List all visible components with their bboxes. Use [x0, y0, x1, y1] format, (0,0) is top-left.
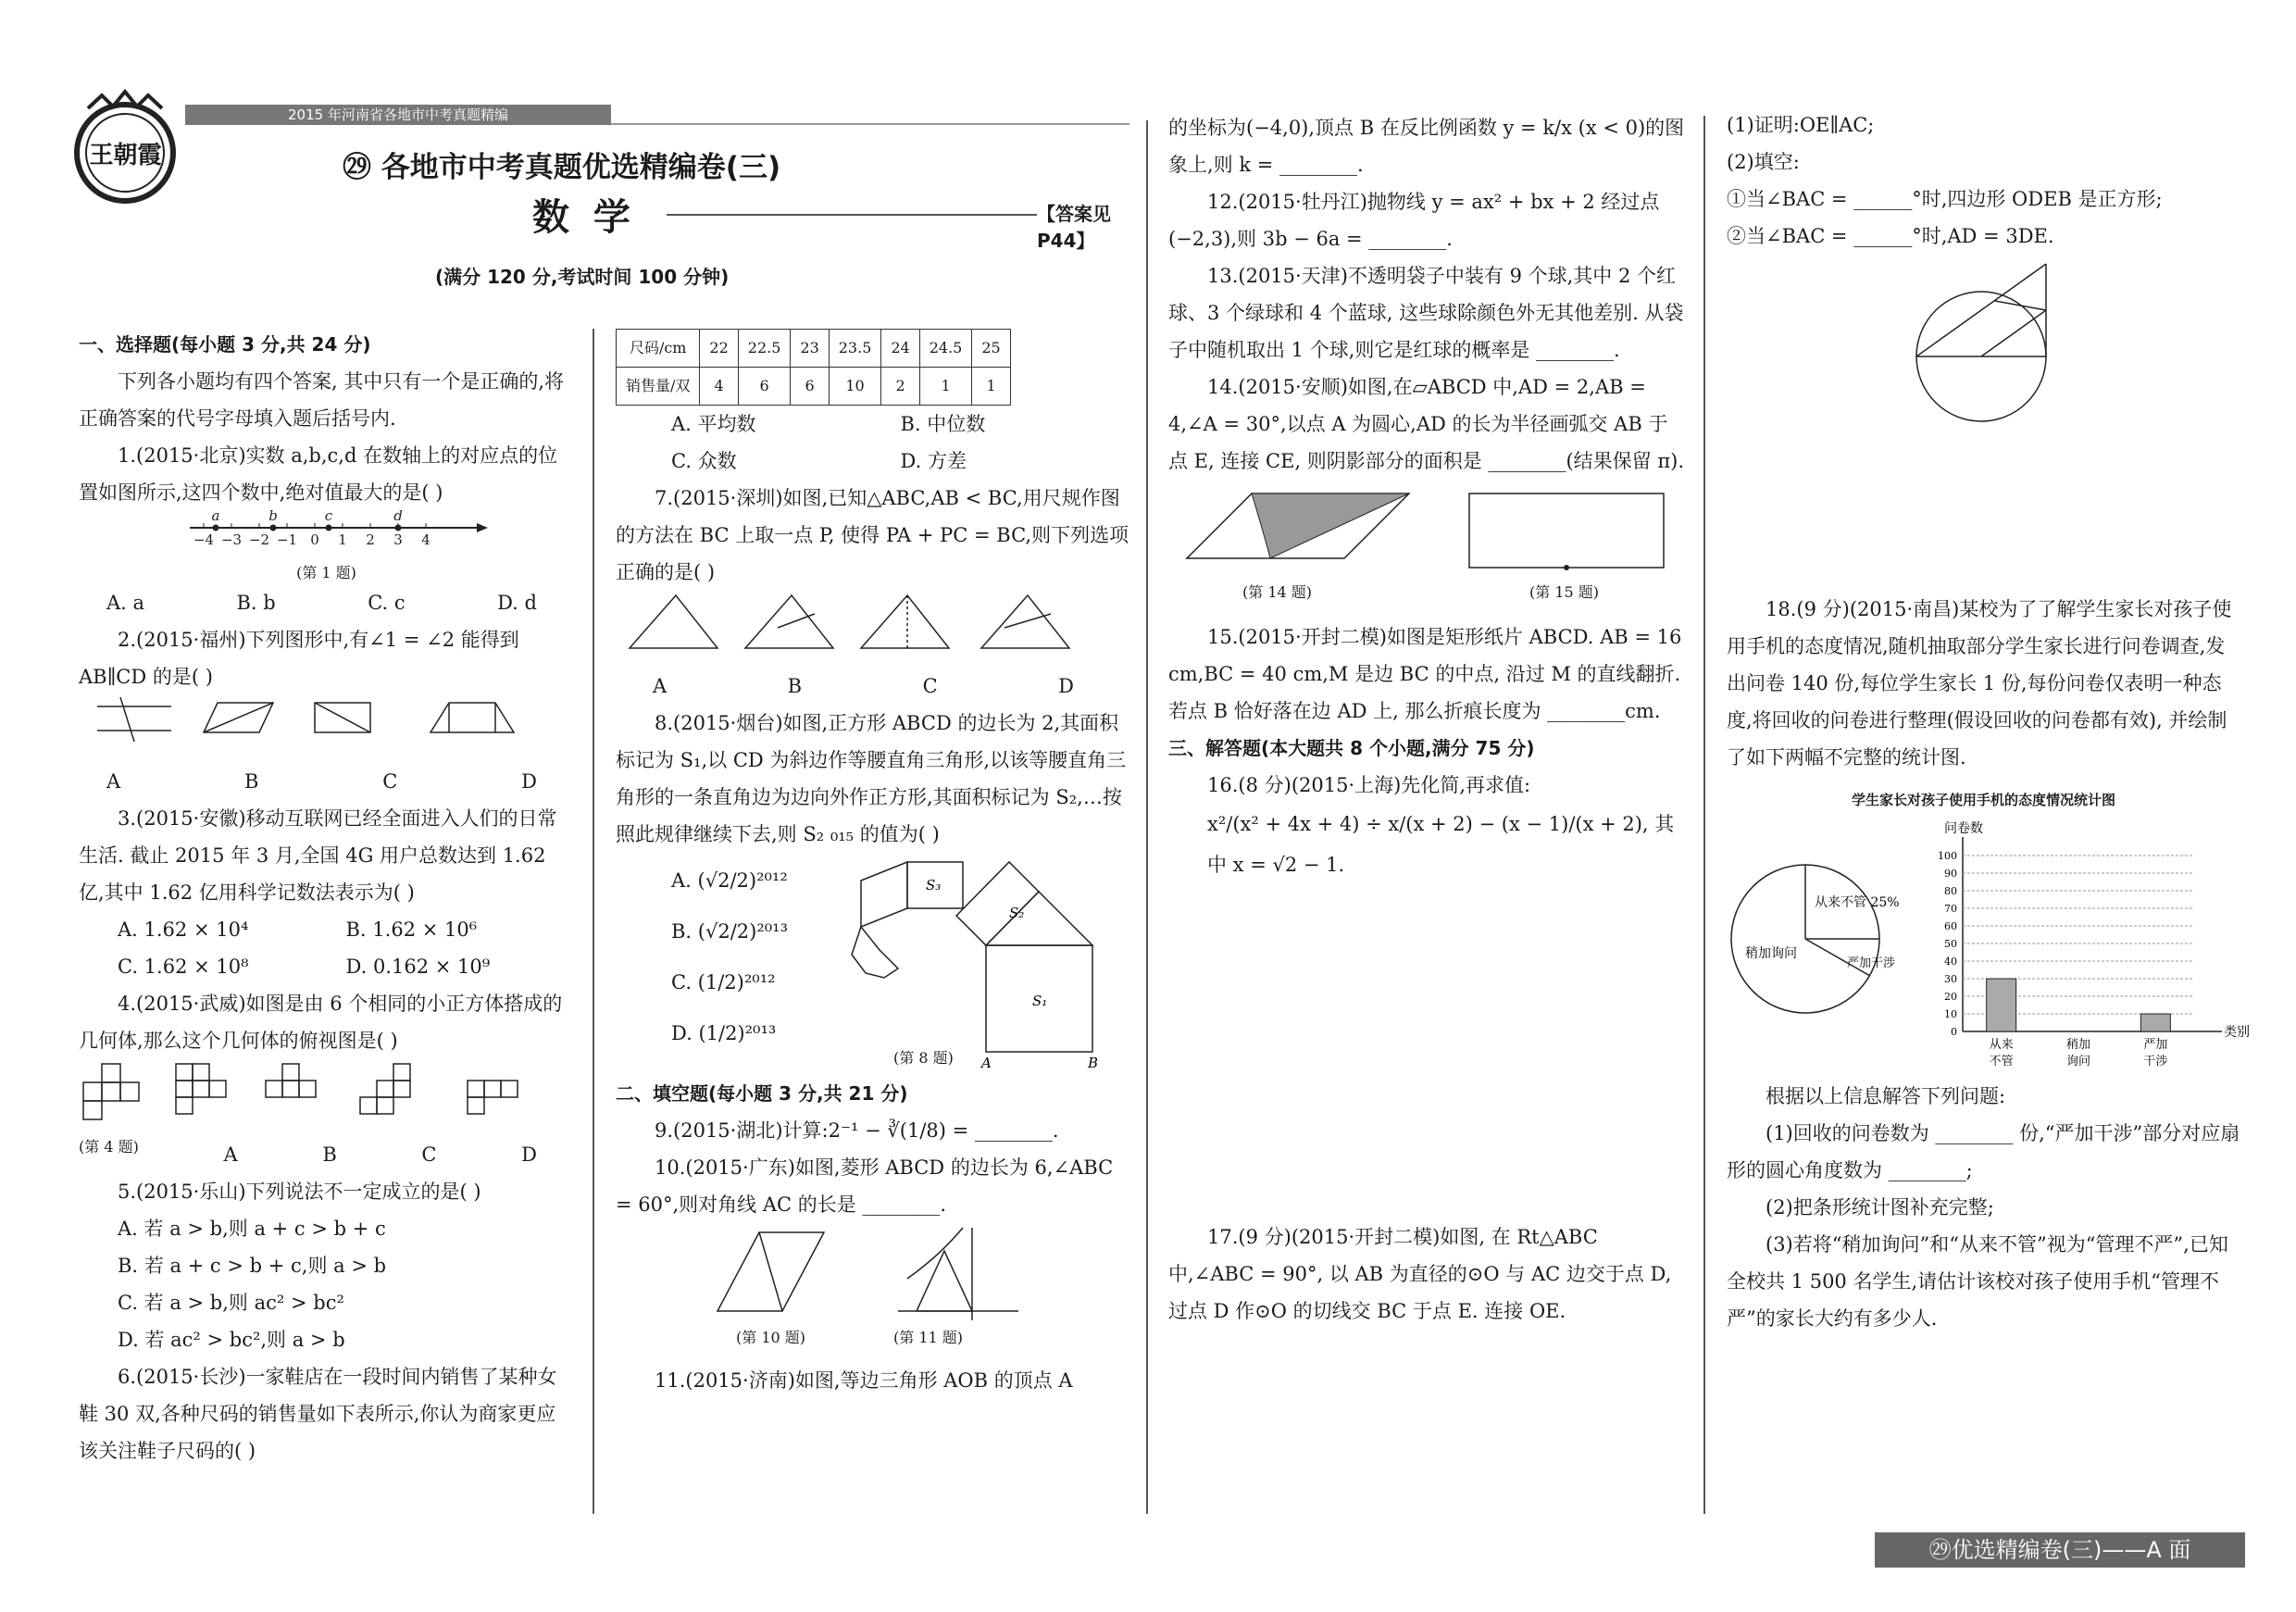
q8-block: [616, 853, 1129, 1075]
q3-option[interactable]: D. 0.162 × 10⁹: [345, 956, 491, 978]
column-3: [1168, 109, 1687, 1330]
q17-figure: [1903, 255, 2069, 440]
question-17: 17.(9 分)(2015·开封二模)如图, 在 Rt△ABC 中,∠ABC = 90°, 以 AB 为直径的⊙O 与 AC 边交于点 D,过点 D 作⊙O 的切线交 BC 于点 E. 连接 OE.: [1168, 1226, 1672, 1322]
exam-info: (满分 120 分,考试时间 100 分钟): [435, 266, 730, 288]
q1-option[interactable]: D. d: [497, 592, 537, 614]
q7-label[interactable]: C: [922, 675, 938, 697]
q7-label[interactable]: B: [787, 675, 803, 697]
q8-option[interactable]: D. (1/2)²⁰¹³: [671, 1022, 777, 1044]
q4-label[interactable]: B: [322, 1143, 337, 1166]
q10-figure: [708, 1223, 847, 1325]
x-tick-label: 询问: [2065, 1055, 2091, 1068]
question-1: 1.(2015·北京)实数 a,b,c,d 在数轴上的对应点的位置如图所示,这四个数中,绝对值最大的是( ): [79, 444, 558, 504]
question-13: 13.(2015·天津)不透明袋子中装有 9 个球,其中 2 个红球、3 个绿球和 4 个蓝球, 这些球除颜色外无其他差别. 从袋子中随机取出 1 个球,则它是红球的概率是 ________.: [1168, 265, 1684, 361]
series-banner: 2015 年河南省各地市中考真题精编: [185, 105, 611, 125]
svg-text:S₃: S₃: [926, 877, 942, 893]
y-tick-label: 10: [1944, 1008, 1957, 1020]
table-cell: 4: [700, 368, 738, 406]
y-axis-label: 问卷数: [1944, 821, 1983, 836]
q18-part1: (1)回收的问卷数为 ________ 份,“严加干涉”部分对应扇形的圆心角度数为 ________;: [1727, 1122, 2240, 1181]
footer-label: ㉙优选精编卷(三)——A 面: [1875, 1532, 2245, 1568]
question-18: 18.(9 分)(2015·南昌)某校为了了解学生家长对孩子使用手机的态度情况,随机抽取部分学生家长进行问卷调查,发出问卷 140 份,每位学生家长 1 份,每份问卷仅表明一种态度,将回收的问卷进行整理(假设回收的问卷都有效), 并绘制了如下两幅不完整的统计图.: [1727, 598, 2232, 769]
question-8: 8.(2015·烟台)如图,正方形 ABCD 的边长为 2,其面积标记为 S₁,以 CD 为斜边作等腰直角三角形,以该等腰直角三角形的一条直角边为边向外作正方形,其面积标记为 S₂,…按照此规律继续下去,则 S₂ ₀₁₅ 的值为( ): [616, 712, 1127, 845]
table-cell: 6: [791, 368, 829, 406]
svg-text:S₁: S₁: [1032, 993, 1048, 1009]
q1-caption: (第 1 题): [296, 564, 356, 581]
q3-options-row1: [79, 911, 574, 948]
q18-part3: (3)若将“稍加询问”和“从来不管”视为“管理不严”,已知全校共 1 500 名学生,请估计该校对孩子使用手机“管理不严”的家长大约有多少人.: [1727, 1233, 2228, 1330]
y-tick-label: 50: [1944, 938, 1957, 950]
table-header-cell: 尺码/cm: [617, 330, 700, 368]
svg-text:−3: −3: [220, 531, 243, 548]
svg-text:3: 3: [393, 531, 403, 548]
shoe-size-table: [616, 329, 1011, 406]
answer-space: [1727, 452, 2240, 591]
y-tick-label: 90: [1944, 868, 1957, 880]
svg-text:a: a: [211, 507, 220, 524]
q14-q15-figures: [1168, 480, 1687, 619]
y-tick-label: 70: [1944, 903, 1957, 915]
q18-part2: (2)把条形统计图补充完整;: [1766, 1196, 1994, 1218]
q4-label[interactable]: D: [521, 1143, 537, 1166]
q6-option[interactable]: A. 平均数: [671, 413, 756, 435]
y-tick-label: 20: [1944, 991, 1957, 1003]
svg-text:−1: −1: [276, 531, 298, 548]
section-1-title: 一、选择题(每小题 3 分,共 24 分): [79, 333, 371, 356]
q3-option[interactable]: A. 1.62 × 10⁴: [118, 918, 249, 941]
question-16: 16.(8 分)(2015·上海)先化简,再求值:: [1207, 774, 1531, 796]
header: [65, 88, 1129, 292]
answer-ref: 【答案见 P44】: [1037, 203, 1111, 252]
q3-option[interactable]: C. 1.62 × 10⁸: [118, 956, 249, 978]
table-cell: 23.5: [829, 330, 881, 368]
table-cell: 23: [791, 330, 829, 368]
section-1-intro: 下列各小题均有四个答案, 其中只有一个是正确的,将正确答案的代号字母填入题后括号内.: [79, 370, 565, 430]
q4-label[interactable]: A: [223, 1143, 238, 1166]
x-tick-label: 不管: [1989, 1055, 2014, 1068]
logo-text: 王朝霞: [89, 142, 162, 169]
q1-option[interactable]: A. a: [106, 592, 145, 614]
q2-label[interactable]: B: [243, 770, 259, 793]
q4-label[interactable]: C: [421, 1143, 437, 1166]
q5-option[interactable]: C. 若 a > b,则 ac² > bc²: [118, 1292, 344, 1314]
q1-option[interactable]: B. b: [236, 592, 276, 614]
table-cell: 22: [700, 330, 738, 368]
q17-part2a: ①当∠BAC = ______°时,四边形 ODEB 是正方形;: [1727, 188, 2163, 210]
section-2-title: 二、填空题(每小题 3 分,共 21 分): [616, 1082, 908, 1105]
q4-figures: [79, 1059, 574, 1124]
svg-text:c: c: [324, 507, 333, 524]
q16-expression: x²/(x² + 4x + 4) ÷ x/(x + 2) − (x − 1)/(x + 2), 其中 x = √2 − 1.: [1207, 813, 1675, 876]
question-14: 14.(2015·安顺)如图,在▱ABCD 中,AD = 2,AB = 4,∠A = 30°,以点 A 为圆心,AD 的长为半径画弧交 AB 于点 E, 连接 CE, 则阴影部分的面积是 ________(结果保留 π).: [1168, 376, 1684, 472]
bar: [1987, 979, 2016, 1031]
q7-labels: [616, 668, 1129, 705]
q18-charts: [1727, 818, 2250, 1078]
answer-space: [1168, 885, 1687, 1218]
q3-options-row2: [79, 948, 574, 985]
svg-text:−2: −2: [248, 531, 270, 548]
x-tick-label: 干涉: [2143, 1055, 2168, 1068]
table-cell: 25: [972, 330, 1010, 368]
x-axis-label: 类别: [2224, 1025, 2250, 1040]
section-3-title: 三、解答题(本大题共 8 个小题,满分 75 分): [1168, 737, 1535, 759]
q7-label[interactable]: A: [653, 675, 668, 697]
y-tick-label: 100: [1938, 850, 1957, 862]
svg-text:−4: −4: [193, 531, 215, 548]
q2-label[interactable]: C: [382, 770, 398, 793]
q8-caption: (第 8 题): [893, 1049, 954, 1067]
table-row: [617, 368, 1011, 406]
column-2: [616, 329, 1129, 1399]
y-tick-label: 0: [1951, 1026, 1957, 1038]
column-divider: [1146, 120, 1148, 1514]
q6-option[interactable]: B. 中位数: [900, 413, 986, 435]
q5-option[interactable]: B. 若 a + c > b + c,则 a > b: [118, 1255, 387, 1277]
pie-label: 从来不管 25%: [1815, 895, 1900, 910]
pie-label: 严加干涉: [1847, 956, 1896, 970]
svg-text:1: 1: [338, 531, 347, 548]
question-4: 4.(2015·武威)如图是由 6 个相同的小正方体搭成的几何体,那么这个几何体的俯视图是( ): [79, 993, 563, 1052]
question-11-continued: 的坐标为(−4,0),顶点 B 在反比例函数 y = k/x (x < 0)的图象上,则 k = ________.: [1168, 117, 1685, 176]
pie-chart: [1727, 837, 1900, 1041]
y-tick-label: 30: [1944, 973, 1957, 985]
column-divider: [1703, 116, 1705, 1514]
q8-option[interactable]: A. (√2/2)²⁰¹²: [671, 869, 788, 892]
table-cell: 24: [881, 330, 919, 368]
q10-q11-figures: [616, 1223, 1129, 1362]
q6-options-row1: [616, 406, 1129, 443]
svg-text:0: 0: [310, 531, 319, 548]
q6-options-row2: [616, 443, 1129, 480]
table-cell: 2: [881, 368, 919, 406]
table-cell: 10: [829, 368, 881, 406]
series-banner-line: [611, 123, 1129, 125]
q1-options: [79, 584, 574, 621]
svg-text:d: d: [393, 507, 403, 524]
q18-after: 根据以上信息解答下列问题:: [1766, 1085, 2006, 1107]
table-cell: 24.5: [919, 330, 972, 368]
question-5: 5.(2015·乐山)下列说法不一定成立的是( ): [118, 1181, 481, 1203]
question-7: 7.(2015·深圳)如图,已知△ABC,AB < BC,用尺规作图的方法在 BC 上取一点 P, 使得 PA + PC = BC,则下列选项正确的是( ): [616, 487, 1129, 583]
question-11: 11.(2015·济南)如图,等边三角形 AOB 的顶点 A: [655, 1369, 1073, 1392]
pie-label: 稍加询问: [1745, 946, 1797, 961]
x-tick-label: 从来: [1989, 1038, 2014, 1052]
q5-option[interactable]: D. 若 ac² > bc²,则 a > b: [118, 1329, 345, 1351]
question-12: 12.(2015·牡丹江)抛物线 y = ax² + bx + 2 经过点(−2,3),则 3b − 6a = ________.: [1168, 191, 1660, 250]
q6-option[interactable]: D. 方差: [900, 450, 967, 472]
q17-part2b: ②当∠BAC = ______°时,AD = 3DE.: [1727, 225, 2054, 247]
q8-option[interactable]: B. (√2/2)²⁰¹³: [671, 920, 789, 943]
q17-part2: (2)填空:: [1727, 151, 1800, 173]
y-tick-label: 80: [1944, 885, 1957, 897]
q3-option[interactable]: B. 1.62 × 10⁶: [345, 918, 478, 941]
q5-option[interactable]: A. 若 a > b,则 a + c > b + c: [118, 1218, 386, 1240]
column-1: [79, 326, 574, 1469]
y-tick-label: 40: [1944, 956, 1957, 968]
svg-text:2: 2: [366, 531, 375, 548]
q11-figure: [893, 1223, 1023, 1325]
column-4: [1727, 106, 2250, 1337]
question-2: 2.(2015·福州)下列图形中,有∠1 = ∠2 能得到 AB∥CD 的是( ): [79, 629, 519, 688]
chart-title: 学生家长对孩子使用手机的态度情况统计图: [1851, 792, 2115, 808]
q2-labels: [79, 763, 574, 800]
q15-figure: [1460, 484, 1673, 577]
bar: [2140, 1014, 2170, 1031]
table-cell: 6: [738, 368, 791, 406]
q14-figure: [1178, 484, 1428, 577]
svg-text:b: b: [268, 507, 278, 524]
q11-caption: (第 11 题): [893, 1329, 964, 1346]
x-tick-label: 稍加: [2065, 1038, 2091, 1052]
question-3: 3.(2015·安徽)移动互联网已经全面进入人们的日常生活. 截止 2015 年 3 月,全国 4G 用户总数达到 1.62 亿,其中 1.62 亿用科学记数法表示为( ): [79, 807, 557, 904]
q2-label[interactable]: A: [106, 770, 121, 793]
q4-caption: (第 4 题): [79, 1138, 139, 1156]
table-cell: 1: [919, 368, 972, 406]
question-9: 9.(2015·湖北)计算:2⁻¹ − ∛(1/8) = ________.: [655, 1119, 1059, 1142]
svg-text:B: B: [1088, 1055, 1099, 1071]
q8-option[interactable]: C. (1/2)²⁰¹²: [671, 971, 776, 993]
x-tick-label: 严加: [2143, 1038, 2168, 1052]
q15-caption: (第 15 题): [1529, 583, 1600, 601]
number-line-figure: [79, 507, 574, 550]
table-cell: 1: [972, 368, 1010, 406]
subject-title: 数 学: [532, 195, 636, 239]
svg-text:A: A: [981, 1055, 992, 1071]
q17-part1: (1)证明:OE∥AC;: [1727, 114, 1875, 136]
q6-option[interactable]: C. 众数: [671, 450, 737, 472]
question-6: 6.(2015·长沙)一家鞋店在一段时间内销售了某种女鞋 30 双,各种尺码的销售量如下表所示,你认为商家更应该关注鞋子尺码的( ): [79, 1366, 557, 1462]
q8-figure: [824, 853, 1111, 1075]
svg-text:4: 4: [421, 531, 430, 548]
svg-text:S₂: S₂: [1009, 905, 1025, 921]
table-header-cell: 销售量/双: [617, 368, 700, 406]
question-10: 10.(2015·广东)如图,菱形 ABCD 的边长为 6,∠ABC = 60°,则对角线 AC 的长是 ________.: [616, 1156, 1114, 1216]
subject-line: [667, 214, 1037, 216]
q14-caption: (第 14 题): [1242, 583, 1313, 601]
bar-chart: [1912, 818, 2250, 1078]
q7-label[interactable]: D: [1058, 675, 1074, 697]
q2-label[interactable]: D: [521, 770, 537, 793]
table-cell: 22.5: [738, 330, 791, 368]
q4-labels: [79, 1136, 574, 1173]
column-divider: [593, 329, 594, 1514]
paper-title: ㉙ 各地市中考真题优选精编卷(三): [343, 151, 781, 184]
y-tick-label: 60: [1944, 920, 1957, 932]
q2-figures: [79, 695, 574, 751]
q7-figures: [616, 591, 1129, 656]
q1-option[interactable]: C. c: [368, 592, 406, 614]
q10-caption: (第 10 题): [736, 1329, 806, 1346]
question-15: 15.(2015·开封二模)如图是矩形纸片 ABCD. AB = 16 cm,BC = 40 cm,M 是边 BC 的中点, 沿过 M 的直线翻折. 若点 B 恰好落在边 AD 上, 那么折痕长度为 ________cm.: [1168, 626, 1682, 722]
table-row: [617, 330, 1011, 368]
